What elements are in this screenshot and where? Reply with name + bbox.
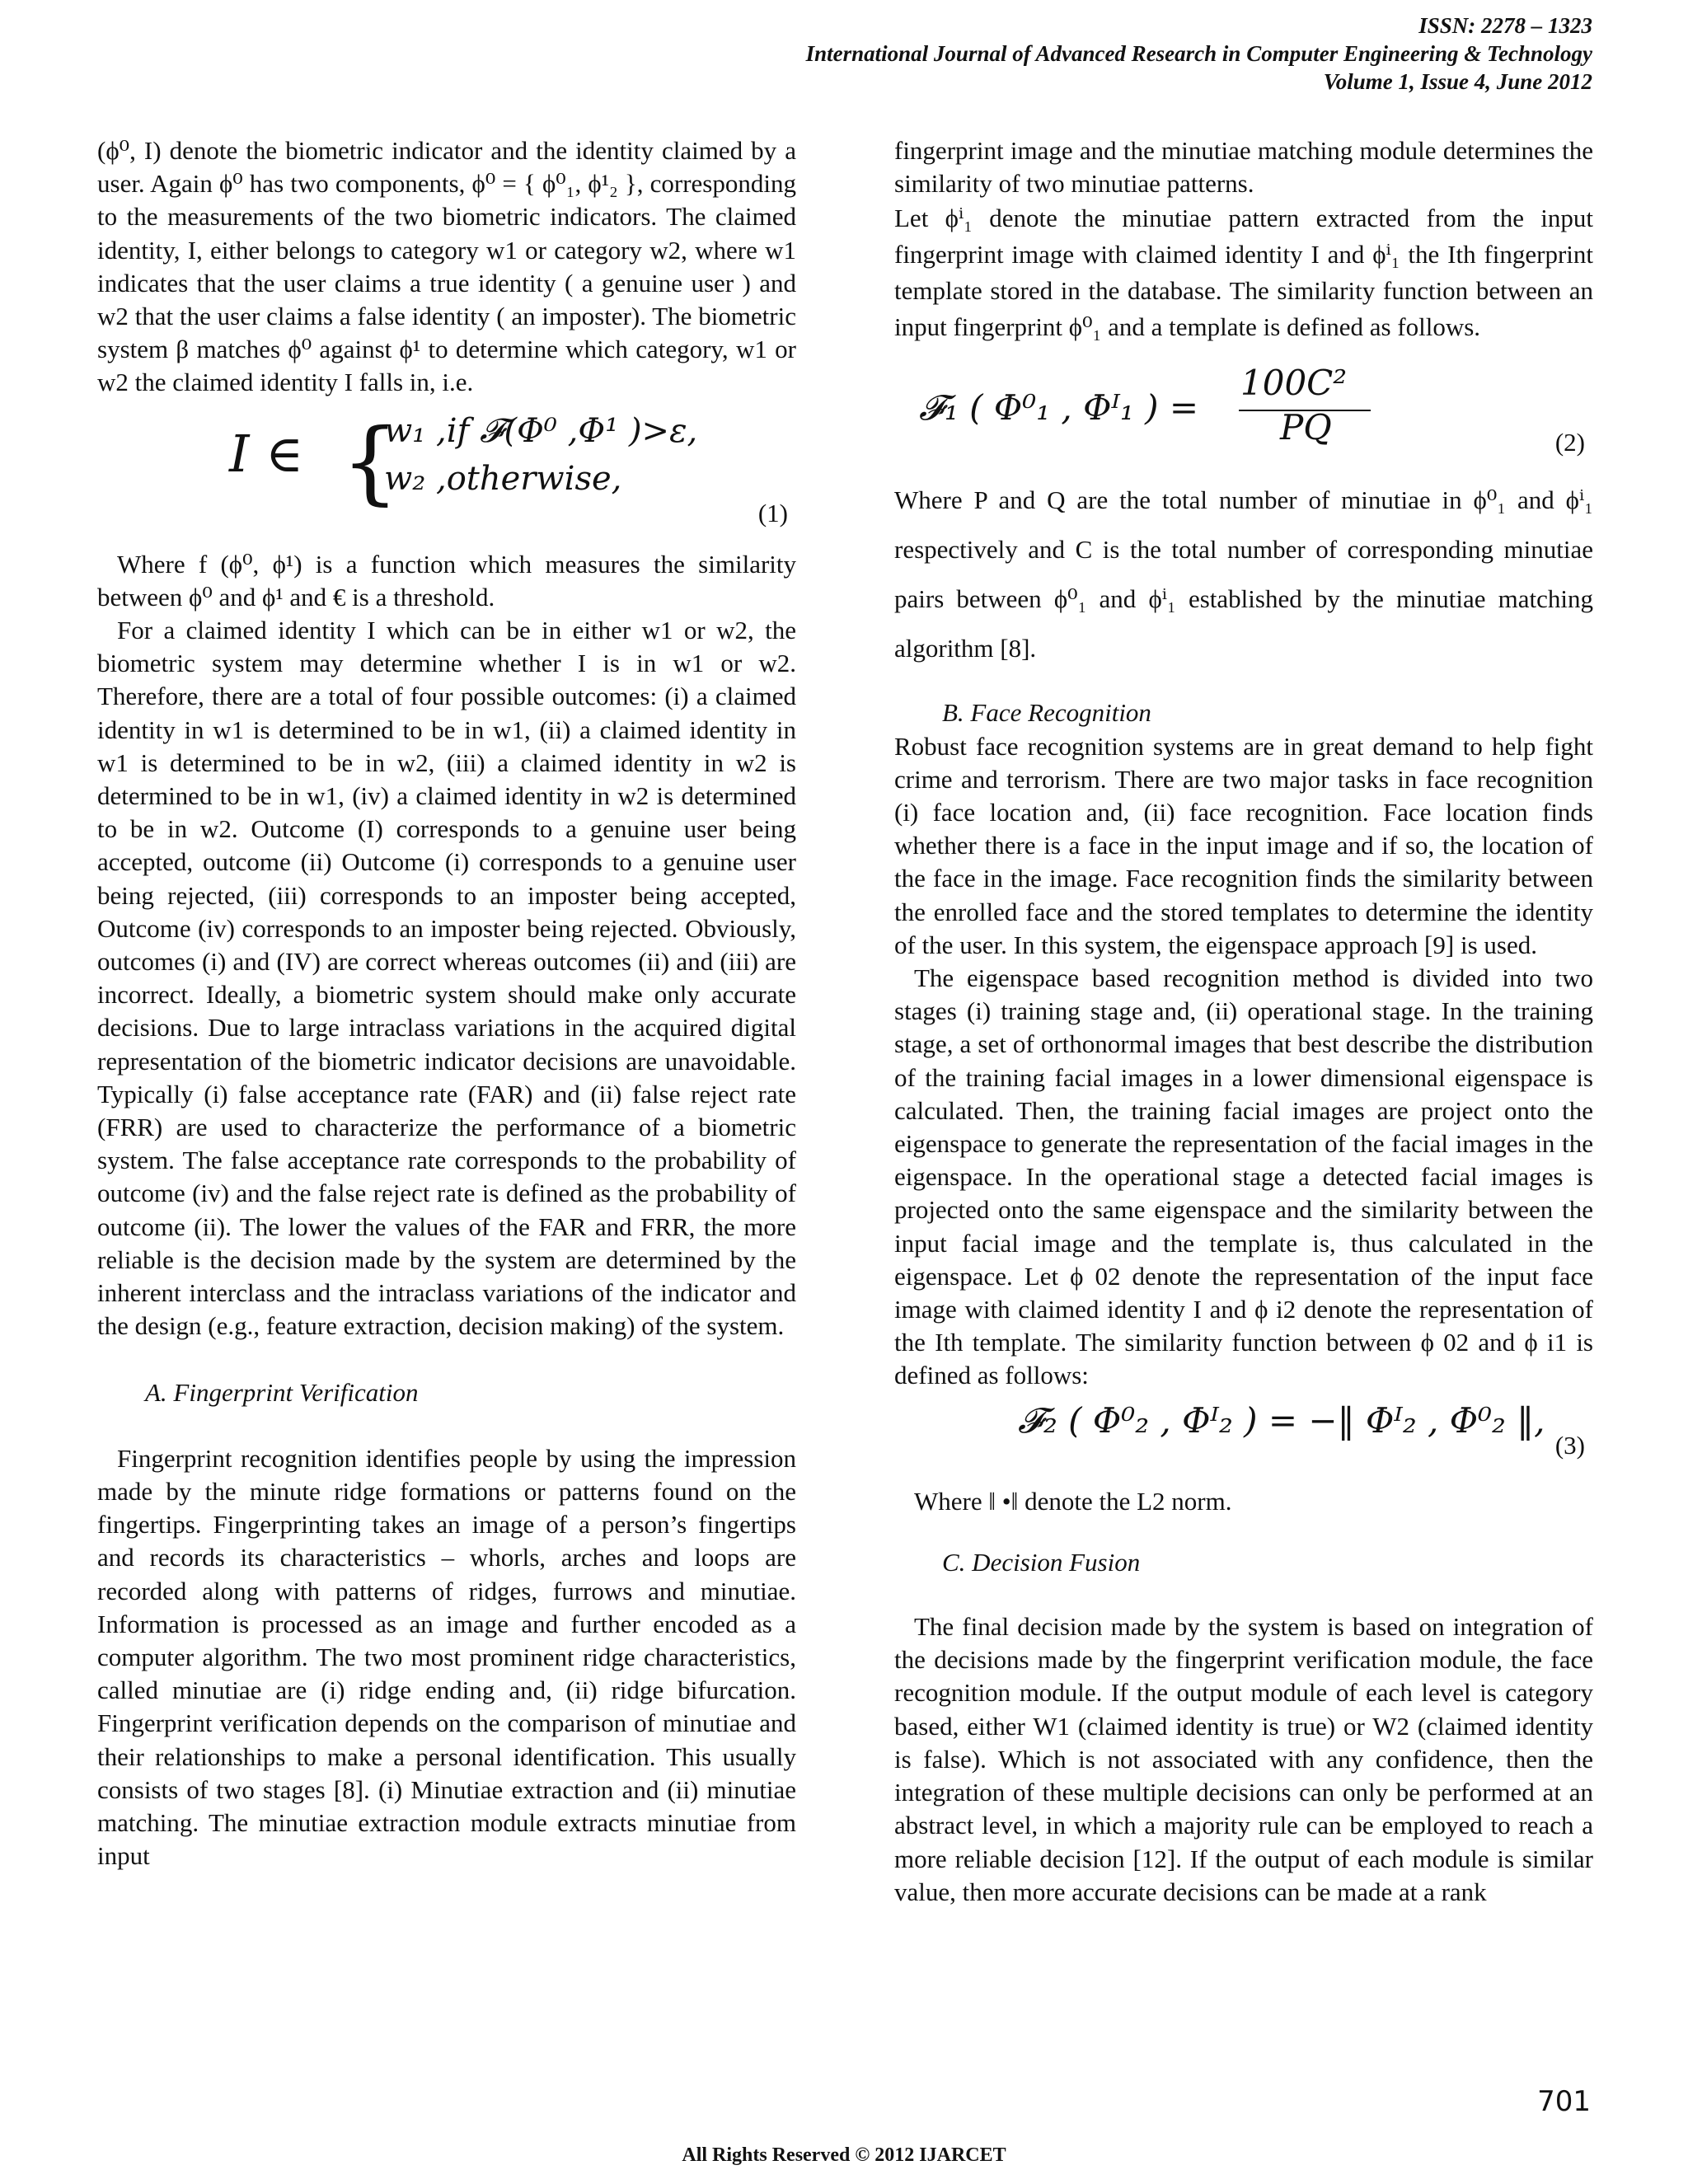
equation-number: (1) <box>757 498 788 527</box>
paragraph: Where f (ϕ⁰, ϕ¹) is a function which measures the similarity between ϕ⁰ and ϕ¹ and € is a threshold. <box>97 549 796 612</box>
journal-header <box>806 12 1592 96</box>
footer-copyright: All Rights Reserved © 2012 IJARCET <box>682 2144 1006 2166</box>
equation-1 <box>97 406 796 530</box>
equation-2 <box>894 363 1593 469</box>
section-heading: A. Fingerprint Verification <box>145 1377 419 1407</box>
volume-info: Volume 1, Issue 4, June 2012 <box>1323 69 1592 94</box>
equation-lhs: 𝓕₁ ( Φ⁰₁ , Φᴵ₁ ) = <box>919 387 1199 429</box>
paragraph: Where P and Q are the total number of minutiae in ϕ⁰₁ and ϕⁱ₁ respectively and C is the total number of corresponding minutiae pairs between ϕ⁰₁ and ϕⁱ₁ established by the minutiae matching algorithm [8]. <box>894 485 1593 663</box>
equation-lhs: I ∈ <box>229 423 304 484</box>
paragraph: (ϕ⁰, I) denote the biometric indicator and the identity claimed by a user. Again ϕ⁰ has two components, ϕ⁰ = { ϕ⁰₁, ϕ¹₂ }, corresponding to the measurements of the two biometric indicators. The claimed identity, I, either belongs to category w1 or category w2, where w1 indicates that the user claims a true identity ( a genuine user ) and w2 that the user claims a false identity ( an imposter). The biometric system β matches ϕ⁰ against ϕ¹ to determine which category, w1 or w2 the claimed identity I falls in, i.e. <box>97 136 796 397</box>
right-column <box>894 134 1593 1909</box>
fraction-denominator: PQ <box>1280 407 1332 448</box>
brace: { <box>341 408 399 514</box>
paragraph: Let ϕⁱ₁ denote the minutiae pattern extracted from the input fingerprint image with claimed identity I and ϕⁱ₁ the Ith fingerprint template stored in the database. The similarity function between an input fingerprint ϕ⁰₁ and a template is defined as follows. <box>894 204 1593 342</box>
paragraph: For a claimed identity I which can be in either w1 or w2, the biometric system may determine whether I is in w1 or w2. Therefore, there are a total of four possible outcomes: (i) a claimed identity in w1 is determined to be in w1, (ii) a claimed identity in w1 is determined to be in w2, (iii) a claimed identity in w2 is determined to be in w1, (iv) a claimed identity in w2 is determined to be in w2. Outcome (I) corresponds to a genuine user being accepted, outcome (ii) Outcome (i) corresponds to a genuine user being rejected, (iii) corresponds to an imposter being accepted, Outcome (iv) corresponds to an imposter being rejected. Obviously, outcomes (i) and (IV) are correct whereas outcomes (ii) and (iii) are incorrect. Ideally, a biometric system should make only accurate decisions. Due to large intraclass variations in the acquired digital representation of the biometric indicator decisions are unavoidable. Typically (i) false acceptance rate (FAR) and (ii) false reject rate (FRR) are used to characterize the performance of a biometric system. The false acceptance rate corresponds to the probability of outcome (iv) and the false reject rate is defined as the probability of outcome (ii). The lower the values of the FAR and FRR, the more reliable is the decision made by the system are determined by the inherent interclass and the intraclass variations of the indicator and the design (e.g., feature extraction, decision making) of the system. <box>97 616 796 1341</box>
paragraph: The eigenspace based recognition method is divided into two stages (i) training stage and, (ii) operational stage. In the training stage, a set of orthonormal images that best describe the distribution of the training facial images in a lower dimensional eigenspace is calculated. Then, the training facial images are project onto the eigenspace to generate the representation of the facial images in the eigenspace. In the operational stage a detected facial images is projected onto the same eigenspace and the similarity between the input facial image and the template is, thus calculated in the eigenspace. Let ϕ 02 denote the representation of the input face image with claimed identity I and ϕ i2 denote the representation of the Ith template. The similarity function between ϕ 02 and ϕ i1 is defined as follows: <box>894 963 1593 1390</box>
left-column <box>97 134 796 1872</box>
section-heading: C. Decision Fusion <box>942 1547 1141 1577</box>
page-number: 701 <box>1537 2085 1591 2118</box>
equation-number: (2) <box>1554 428 1585 457</box>
paragraph: The final decision made by the system is based on integration of the decisions made by the fingerprint verification module, the face recognition module. If the output module of each level is category based, either W1 (claimed identity is true) or W2 (claimed identity is false). Which is not associated with any confidence, then the integration of these multiple decisions can only be performed at an abstract level, in which a majority rule can be employed to reach a more reliable decision [12]. If the output of each module is similar value, then more accurate decisions can be made at a rank <box>894 1612 1593 1906</box>
equation-number: (3) <box>1554 1430 1585 1460</box>
paragraph: Where ‖ •‖ denote the L2 norm. <box>914 1486 1232 1516</box>
paragraph: fingerprint image and the minutiae matching module determines the similarity of two minutiae patterns. <box>894 136 1593 199</box>
equation-body: 𝓕₂ ( Φ⁰₂ , Φᴵ₂ ) = −‖ Φᴵ₂ , Φ⁰₂ ‖, <box>1018 1399 1545 1441</box>
paragraph: Robust face recognition systems are in great demand to help fight crime and terrorism. There are two major tasks in face recognition (i) face location and, (ii) face recognition. Face location finds whether there is a face in the input image and if so, the location of the face in the image. Face recognition finds the similarity between the enrolled face and the stored templates to determine the identity of the user. In this system, the eigenspace approach [9] is used. <box>894 731 1593 959</box>
fraction-numerator: 100C² <box>1240 363 1348 404</box>
issn: ISSN: 2278 – 1323 <box>1418 13 1592 38</box>
equation-case-1: w₁ ,if 𝓕(Φ⁰ ,Φ¹ )>ε, <box>384 411 698 450</box>
paragraph: Fingerprint recognition identifies people by using the impression made by the minute ridge formations or patterns found on the fingertips. Fingerprinting takes an image of a person’s fingertips and records its characteristics – whorls, arches and loops are recorded along with patterns of ridges, furrows and minutiae. Information is processed as an image and further encoded as a computer algorithm. The two most prominent ridge characteristics, called minutiae are (i) ridge ending and, (ii) ridge bifurcation. Fingerprint verification depends on the comparison of minutiae and their relationships to make a personal identification. This usually consists of two stages [8]. (i) Minutiae extraction and (ii) minutiae matching. The minutiae extraction module extracts minutiae from input <box>97 1443 796 1871</box>
equation-case-2: w₂ ,otherwise, <box>384 459 622 498</box>
section-heading: B. Face Recognition <box>942 698 1151 728</box>
equation-3 <box>894 1399 1593 1474</box>
journal-title: International Journal of Advanced Research in Computer Engineering & Technology <box>805 41 1592 66</box>
